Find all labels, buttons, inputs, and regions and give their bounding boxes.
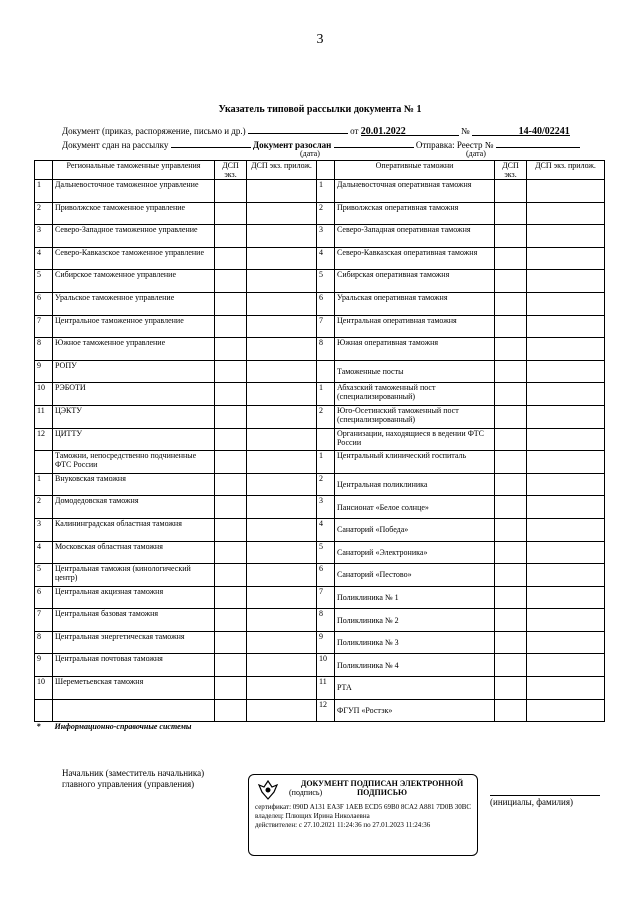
- row-left-number: 5: [35, 270, 53, 293]
- row-right-number: 6: [317, 292, 335, 315]
- row-left-name: Центральная базовая таможня: [53, 609, 215, 632]
- table-row: [35, 631, 605, 654]
- date-caption-2: (дата): [466, 149, 486, 158]
- row-right-number: 6: [317, 564, 335, 587]
- row-right-dsp-prilozh: [527, 180, 605, 203]
- row-left-dsp-prilozh: [247, 541, 317, 564]
- table-row: [35, 360, 605, 383]
- table-row: [35, 541, 605, 564]
- row-right-name: Сибирская оперативная таможня: [335, 270, 495, 293]
- row-left-name: Домодедовская таможня: [53, 496, 215, 519]
- row-left-number: 8: [35, 631, 53, 654]
- table-row: [35, 496, 605, 519]
- row-right-name: Северо-Западная оперативная таможня: [335, 225, 495, 248]
- row-right-number: 11: [317, 677, 335, 700]
- from-label: от: [350, 126, 359, 136]
- row-left-number: 8: [35, 338, 53, 361]
- col-regional: Региональные таможенные управления: [53, 161, 215, 180]
- table-row: [35, 270, 605, 293]
- row-left-dsp: [215, 654, 247, 677]
- row-right-dsp: [495, 609, 527, 632]
- row-left-number: 6: [35, 292, 53, 315]
- row-right-dsp-prilozh: [527, 496, 605, 519]
- row-left-number: 10: [35, 677, 53, 700]
- row-left-dsp: [215, 586, 247, 609]
- table-row: [35, 699, 605, 722]
- row-right-number: 4: [317, 518, 335, 541]
- table-row: [35, 315, 605, 338]
- row-left-name: Таможни, непосредственно подчиненные ФТС России: [53, 451, 215, 474]
- row-right-name: Поликлиника № 4: [335, 654, 495, 677]
- col-operational: Оперативные таможни: [335, 161, 495, 180]
- row-left-dsp: [215, 451, 247, 474]
- row-left-number: 7: [35, 315, 53, 338]
- row-left-name: Северо-Западное таможенное управление: [53, 225, 215, 248]
- row-right-number: 3: [317, 225, 335, 248]
- row-right-name: Центральная поликлиника: [335, 473, 495, 496]
- row-left-name: ЦЭКТУ: [53, 405, 215, 428]
- row-left-dsp-prilozh: [247, 202, 317, 225]
- row-left-dsp: [215, 699, 247, 722]
- row-left-dsp: [215, 180, 247, 203]
- row-right-dsp-prilozh: [527, 428, 605, 451]
- row-right-dsp: [495, 225, 527, 248]
- row-left-number: 1: [35, 180, 53, 203]
- distributed-label: Документ разослан: [252, 140, 332, 150]
- row-right-name: Южная оперативная таможня: [335, 338, 495, 361]
- row-left-dsp-prilozh: [247, 315, 317, 338]
- row-right-name: Поликлиника № 2: [335, 609, 495, 632]
- row-left-number: 3: [35, 225, 53, 248]
- row-left-number: 2: [35, 202, 53, 225]
- row-right-number: 7: [317, 586, 335, 609]
- row-left-dsp-prilozh: [247, 247, 317, 270]
- row-left-dsp: [215, 541, 247, 564]
- row-left-number: 9: [35, 654, 53, 677]
- row-left-dsp-prilozh: [247, 360, 317, 383]
- row-right-dsp: [495, 654, 527, 677]
- row-right-dsp: [495, 518, 527, 541]
- row-right-dsp-prilozh: [527, 383, 605, 406]
- table-row: [35, 225, 605, 248]
- table-header-row: [35, 161, 605, 180]
- table-row: [35, 518, 605, 541]
- row-left-number: 4: [35, 247, 53, 270]
- row-left-dsp-prilozh: [247, 631, 317, 654]
- row-left-number: 10: [35, 383, 53, 406]
- number-label: №: [460, 126, 470, 136]
- row-left-name: Внуковская таможня: [53, 473, 215, 496]
- row-right-number: 2: [317, 473, 335, 496]
- row-right-dsp: [495, 564, 527, 587]
- row-right-dsp-prilozh: [527, 586, 605, 609]
- row-right-name: Уральская оперативная таможня: [335, 292, 495, 315]
- document-title: Указатель типовой рассылки документа № 1: [218, 104, 422, 115]
- table-row: [35, 405, 605, 428]
- row-left-name: Приволжское таможенное управление: [53, 202, 215, 225]
- row-right-name: Поликлиника № 1: [335, 586, 495, 609]
- row-right-dsp: [495, 699, 527, 722]
- row-right-dsp-prilozh: [527, 451, 605, 474]
- row-left-dsp-prilozh: [247, 473, 317, 496]
- row-right-name: ФГУП «Ростэк»: [335, 699, 495, 722]
- row-right-dsp-prilozh: [527, 654, 605, 677]
- footnote-text: Информационно-справочные системы: [54, 722, 192, 732]
- row-left-dsp: [215, 405, 247, 428]
- row-left-dsp: [215, 473, 247, 496]
- row-right-dsp: [495, 586, 527, 609]
- row-left-name: Московская областная таможня: [53, 541, 215, 564]
- row-left-number: [35, 451, 53, 474]
- row-right-dsp: [495, 270, 527, 293]
- row-left-number: [35, 699, 53, 722]
- row-left-name: Центральная энергетическая таможня: [53, 631, 215, 654]
- row-left-name: Южное таможенное управление: [53, 338, 215, 361]
- row-right-number: 12: [317, 699, 335, 722]
- table-row: [35, 473, 605, 496]
- table-row: [35, 428, 605, 451]
- row-left-dsp: [215, 631, 247, 654]
- row-right-dsp: [495, 180, 527, 203]
- row-left-name: Центральная акцизная таможня: [53, 586, 215, 609]
- signer-line-2: главного управления (управления): [62, 779, 195, 789]
- dispatch-label: Отправка: Реестр №: [415, 140, 494, 150]
- row-left-dsp-prilozh: [247, 292, 317, 315]
- header-line-2: [62, 138, 580, 150]
- row-right-dsp: [495, 202, 527, 225]
- row-right-name: Организации, находящиеся в ведении ФТС России: [335, 428, 495, 451]
- row-right-number: 2: [317, 202, 335, 225]
- row-right-name: Санаторий «Электроника»: [335, 541, 495, 564]
- row-right-number: 1: [317, 383, 335, 406]
- initials-caption: (инициалы, фамилия): [490, 797, 573, 807]
- row-left-name: Калининградская областная таможня: [53, 518, 215, 541]
- row-right-name: Дальневосточная оперативная таможня: [335, 180, 495, 203]
- row-left-number: 1: [35, 473, 53, 496]
- row-right-dsp: [495, 473, 527, 496]
- row-right-dsp-prilozh: [527, 270, 605, 293]
- row-left-dsp: [215, 564, 247, 587]
- row-left-dsp-prilozh: [247, 383, 317, 406]
- row-right-number: 8: [317, 338, 335, 361]
- row-left-dsp-prilozh: [247, 496, 317, 519]
- row-left-dsp-prilozh: [247, 451, 317, 474]
- row-left-dsp: [215, 270, 247, 293]
- col-dsp-ekz: ДСП экз.: [215, 161, 247, 180]
- row-right-name: Абхазский таможенный пост (специализированный): [335, 383, 495, 406]
- row-right-number: 1: [317, 180, 335, 203]
- row-right-dsp-prilozh: [527, 292, 605, 315]
- electronic-signature-stamp: [248, 774, 478, 856]
- row-right-dsp-prilozh: [527, 631, 605, 654]
- initials-block: [490, 786, 600, 807]
- row-right-dsp-prilozh: [527, 225, 605, 248]
- sent-label: Документ сдан на рассылку: [62, 140, 169, 150]
- row-right-number: 5: [317, 270, 335, 293]
- row-right-name: Центральная оперативная таможня: [335, 315, 495, 338]
- row-left-name: Центральное таможенное управление: [53, 315, 215, 338]
- row-right-dsp: [495, 631, 527, 654]
- row-right-dsp-prilozh: [527, 315, 605, 338]
- row-right-dsp-prilozh: [527, 609, 605, 632]
- row-left-dsp: [215, 428, 247, 451]
- certificate-info: [255, 803, 473, 830]
- row-left-dsp-prilozh: [247, 405, 317, 428]
- row-left-number: 2: [35, 496, 53, 519]
- row-right-name: Таможенные посты: [335, 360, 495, 383]
- row-left-dsp-prilozh: [247, 428, 317, 451]
- table-row: [35, 609, 605, 632]
- table-row: [35, 292, 605, 315]
- distribution-table: [34, 160, 605, 731]
- row-left-dsp-prilozh: [247, 586, 317, 609]
- row-right-name: Северо-Кавказская оперативная таможня: [335, 247, 495, 270]
- row-right-dsp: [495, 677, 527, 700]
- row-right-dsp: [495, 360, 527, 383]
- footnote-row: [35, 722, 605, 732]
- doc-date: 20.01.2022: [361, 126, 459, 136]
- row-right-dsp-prilozh: [527, 202, 605, 225]
- row-left-number: 6: [35, 586, 53, 609]
- row-right-number: 8: [317, 609, 335, 632]
- row-right-number: 2: [317, 405, 335, 428]
- table-row: [35, 383, 605, 406]
- row-right-dsp-prilozh: [527, 677, 605, 700]
- row-right-dsp-prilozh: [527, 247, 605, 270]
- row-right-dsp: [495, 451, 527, 474]
- row-left-number: 12: [35, 428, 53, 451]
- row-right-number: 4: [317, 247, 335, 270]
- row-left-dsp-prilozh: [247, 677, 317, 700]
- date-caption-1: (дата): [300, 149, 320, 158]
- row-right-name: Санаторий «Пестово»: [335, 564, 495, 587]
- doc-number: 14-40/02241: [472, 126, 570, 136]
- row-left-dsp: [215, 315, 247, 338]
- row-right-number: [317, 428, 335, 451]
- emblem-icon: [253, 779, 283, 801]
- row-left-name: Уральское таможенное управление: [53, 292, 215, 315]
- row-right-dsp-prilozh: [527, 518, 605, 541]
- row-left-dsp: [215, 202, 247, 225]
- row-left-dsp: [215, 360, 247, 383]
- row-left-dsp-prilozh: [247, 270, 317, 293]
- row-left-name: Шереметьевская таможня: [53, 677, 215, 700]
- row-right-name: Поликлиника № 3: [335, 631, 495, 654]
- row-right-dsp: [495, 383, 527, 406]
- row-right-name: Центральный клинический госпиталь: [335, 451, 495, 474]
- row-right-dsp: [495, 338, 527, 361]
- row-right-number: 1: [317, 451, 335, 474]
- row-right-dsp: [495, 541, 527, 564]
- row-right-dsp-prilozh: [527, 473, 605, 496]
- page-number: 3: [316, 32, 324, 47]
- row-left-dsp: [215, 247, 247, 270]
- row-left-dsp-prilozh: [247, 518, 317, 541]
- row-left-dsp-prilozh: [247, 609, 317, 632]
- row-right-dsp-prilozh: [527, 338, 605, 361]
- row-right-dsp-prilozh: [527, 541, 605, 564]
- row-left-number: 7: [35, 609, 53, 632]
- row-left-name: РОПУ: [53, 360, 215, 383]
- row-left-number: 9: [35, 360, 53, 383]
- row-left-dsp: [215, 383, 247, 406]
- row-left-name: РЭБОТИ: [53, 383, 215, 406]
- table-row: [35, 247, 605, 270]
- row-right-number: 3: [317, 496, 335, 519]
- row-left-name: Сибирское таможенное управление: [53, 270, 215, 293]
- row-left-dsp: [215, 496, 247, 519]
- row-right-name: Юго-Осетинский таможенный пост (специализированный): [335, 405, 495, 428]
- col-dsp-prilozh-2: ДСП экз. прилож.: [527, 161, 605, 180]
- row-right-dsp-prilozh: [527, 360, 605, 383]
- row-left-dsp: [215, 609, 247, 632]
- row-right-name: РТА: [335, 677, 495, 700]
- header-line-1: [62, 124, 570, 136]
- signer-line-1: Начальник (заместитель начальника): [62, 768, 205, 778]
- row-left-dsp: [215, 518, 247, 541]
- row-right-dsp-prilozh: [527, 405, 605, 428]
- row-left-name: [53, 699, 215, 722]
- row-left-name: Центральная таможня (кинологический центр): [53, 564, 215, 587]
- doc-label: Документ (приказ, распоряжение, письмо и др.): [62, 126, 246, 136]
- row-left-name: Дальневосточное таможенное управление: [53, 180, 215, 203]
- row-left-dsp-prilozh: [247, 225, 317, 248]
- row-left-dsp-prilozh: [247, 654, 317, 677]
- certificate-owner: владелец: Плющих Ирина Николаевна: [255, 812, 370, 820]
- row-right-dsp: [495, 247, 527, 270]
- row-right-dsp-prilozh: [527, 699, 605, 722]
- row-right-number: 10: [317, 654, 335, 677]
- certificate-serial: сертификат: 090D A131 EA3F 1AEB ECD5 69B0 8CA2 A881 7D0B 30BC: [255, 803, 472, 811]
- row-left-dsp: [215, 292, 247, 315]
- row-right-number: 7: [317, 315, 335, 338]
- row-right-dsp: [495, 315, 527, 338]
- row-left-dsp-prilozh: [247, 338, 317, 361]
- row-left-name: Центральная почтовая таможня: [53, 654, 215, 677]
- row-right-name: Пансионат «Белое солнце»: [335, 496, 495, 519]
- row-left-name: ЦИТТУ: [53, 428, 215, 451]
- table-row: [35, 586, 605, 609]
- row-left-dsp-prilozh: [247, 180, 317, 203]
- row-left-number: 5: [35, 564, 53, 587]
- footnote-mark: *: [36, 722, 41, 732]
- stamp-heading: ДОКУМЕНТ ПОДПИСАН ЭЛЕКТРОННОЙ ПОДПИСЬЮ: [300, 779, 464, 797]
- table-row: [35, 451, 605, 474]
- row-left-name: Северо-Кавказское таможенное управление: [53, 247, 215, 270]
- table-row: [35, 564, 605, 587]
- row-left-dsp: [215, 338, 247, 361]
- table-row: [35, 202, 605, 225]
- row-right-number: 5: [317, 541, 335, 564]
- row-left-dsp: [215, 225, 247, 248]
- certificate-validity: действителен: с 27.10.2021 11:24:36 по 27.01.2023 11:24:36: [255, 821, 431, 829]
- row-right-number: [317, 360, 335, 383]
- table-row: [35, 654, 605, 677]
- row-right-dsp: [495, 292, 527, 315]
- table-row: [35, 338, 605, 361]
- signer-position: [62, 768, 204, 790]
- col-dsp-ekz-2: ДСП экз.: [495, 161, 527, 180]
- row-left-dsp-prilozh: [247, 564, 317, 587]
- table-row: [35, 180, 605, 203]
- row-left-dsp: [215, 677, 247, 700]
- row-right-dsp: [495, 496, 527, 519]
- row-right-number: 9: [317, 631, 335, 654]
- row-left-number: 3: [35, 518, 53, 541]
- row-left-dsp-prilozh: [247, 699, 317, 722]
- row-right-name: Санаторий «Победа»: [335, 518, 495, 541]
- row-right-dsp: [495, 428, 527, 451]
- stamp-signature-caption: (подпись): [289, 788, 323, 797]
- row-right-dsp: [495, 405, 527, 428]
- col-dsp-prilozh: ДСП экз. прилож.: [247, 161, 317, 180]
- row-left-number: 4: [35, 541, 53, 564]
- row-left-number: 11: [35, 405, 53, 428]
- table-row: [35, 677, 605, 700]
- row-right-dsp-prilozh: [527, 564, 605, 587]
- row-right-name: Приволжская оперативная таможня: [335, 202, 495, 225]
